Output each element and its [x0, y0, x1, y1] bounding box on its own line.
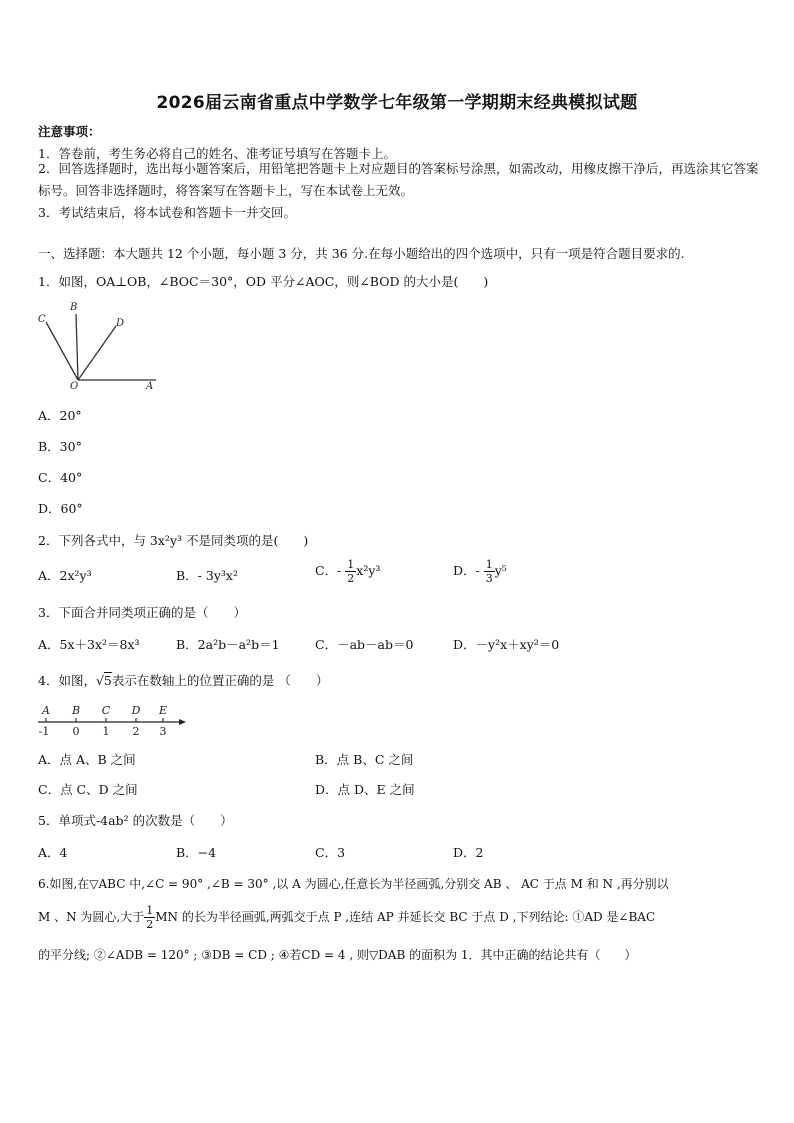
axis-number-neg1: -1	[38, 725, 50, 738]
notice-heading: 注意事项：	[38, 124, 101, 139]
q2-d-suffix: y⁵	[494, 563, 507, 578]
axis-number-0: 0	[72, 725, 80, 738]
q2-option-d	[453, 558, 507, 585]
q3-option-a: A．5x＋3x²＝8x³	[38, 637, 140, 652]
axis-letter-a: A	[42, 704, 50, 717]
q1-angle-figure	[36, 300, 162, 392]
axis-number-1: 1	[102, 725, 110, 738]
section-heading: 一、选择题：本大题共 12 个小题，每小题 3 分，共 36 分.在每小题给出的四个选项中，只有一项是符合题目要求的.	[38, 246, 685, 261]
page-title: 2026届云南省重点中学数学七年级第一学期期末经典模拟试题	[156, 93, 638, 113]
q2-c-suffix: x²y³	[356, 563, 381, 578]
ray-oc	[46, 322, 78, 380]
notice-item-3: 3．考试结束后，将本试卷和答题卡一并交回。	[38, 205, 296, 220]
label-c: C	[38, 314, 46, 325]
q2-option-b: B．- 3y³x²	[176, 568, 238, 583]
label-b: B	[70, 302, 78, 313]
q4-option-d: D．点 D、E 之间	[315, 782, 415, 797]
q5-stem: 5．单项式-4ab² 的次数是（ ）	[38, 813, 233, 828]
q3-option-b: B．2a²b－a²b＝1	[176, 637, 280, 652]
q2-c-fraction: $\frac{1}{2}$	[347, 558, 355, 585]
q4-number-line	[34, 700, 190, 740]
ray-od	[78, 326, 116, 380]
q3-option-c: C．－ab－ab＝0	[315, 637, 414, 652]
q2-c-prefix: C．-	[315, 563, 342, 578]
axis-arrow-icon	[179, 719, 186, 725]
q5-option-c: C．3	[315, 845, 346, 860]
label-o: O	[70, 381, 79, 392]
sqrt-symbol: √	[95, 673, 104, 688]
q4-stem: 4．如图，√5表示在数轴上的位置正确的是 （ ）	[38, 673, 329, 688]
q3-option-d: D．－y²x＋xy²＝0	[453, 637, 560, 652]
q2-stem: 2．下列各式中，与 3x²y³ 不是同类项的是( )	[38, 533, 309, 548]
q4-option-b: B．点 B、C 之间	[315, 752, 414, 767]
q6-fraction: $\frac{1}{2}$	[146, 904, 154, 931]
label-a: A	[146, 381, 154, 392]
q6-line-1: 6.如图,在▽ABC 中,∠C = 90° ,∠B = 30° ,以 A 为圆心,任意长为半径画弧,分别交 AB 、 AC 于点 M 和 N ,再分别以	[38, 877, 669, 891]
q6-line-2: M 、N 为圆心,大于 $\frac{1}{2}$ MN 的长为半径画弧,两弧交于点 P ,连结 AP 并延长交 BC 于点 D ,下列结论: ①AD 是∠BAC	[38, 904, 656, 931]
axis-number-2: 2	[132, 725, 140, 738]
q5-option-b: B．−4	[176, 845, 217, 860]
axis-letter-b: B	[71, 704, 81, 717]
q4-option-c: C．点 C、D 之间	[38, 782, 138, 797]
q2-option-a: A．2x²y³	[38, 568, 92, 583]
q2-option-c	[315, 558, 380, 585]
axis-number-3: 3	[159, 725, 167, 738]
q2-d-fraction: $\frac{1}{3}$	[485, 558, 493, 585]
notice-item-2: 2．回答选择题时，选出每小题答案后，用铅笔把答题卡上对应题目的答案标号涂黑，如需改动，用橡皮擦干净后，再选涂其它答案标号。回答非选择题时，将答案写在答题卡上，写在本试卷上无效。	[38, 161, 759, 198]
q1-stem: 1．如图，OA⊥OB，∠BOC＝30°，OD 平分∠AOC，则∠BOD 的大小是( )	[38, 274, 489, 289]
axis-letter-c: C	[101, 704, 111, 717]
q3-stem: 3．下面合并同类项正确的是（ ）	[38, 605, 246, 620]
q5-option-a: A．4	[38, 845, 68, 860]
q2-d-prefix: D．-	[453, 563, 480, 578]
q4-option-a: A．点 A、B 之间	[38, 752, 136, 767]
axis-letter-e: E	[158, 704, 168, 717]
axis-letter-d: D	[131, 704, 141, 717]
q1-option-d: D．60°	[38, 501, 83, 516]
ray-ob	[76, 314, 78, 380]
q1-option-c: C．40°	[38, 470, 83, 485]
q1-option-a: A．20°	[38, 408, 82, 423]
q6-line-3: 的平分线; ②∠ADB = 120° ; ③DB = CD ; ④若CD = 4 , 则▽DAB 的面积为 1．其中正确的结论共有（ ）	[38, 948, 637, 962]
notice-item-1: 1．答卷前，考生务必将自己的姓名、准考证号填写在答题卡上。	[38, 146, 396, 161]
q1-option-b: B．30°	[38, 439, 82, 454]
label-d: D	[116, 318, 125, 329]
q5-option-d: D．2	[453, 845, 484, 860]
